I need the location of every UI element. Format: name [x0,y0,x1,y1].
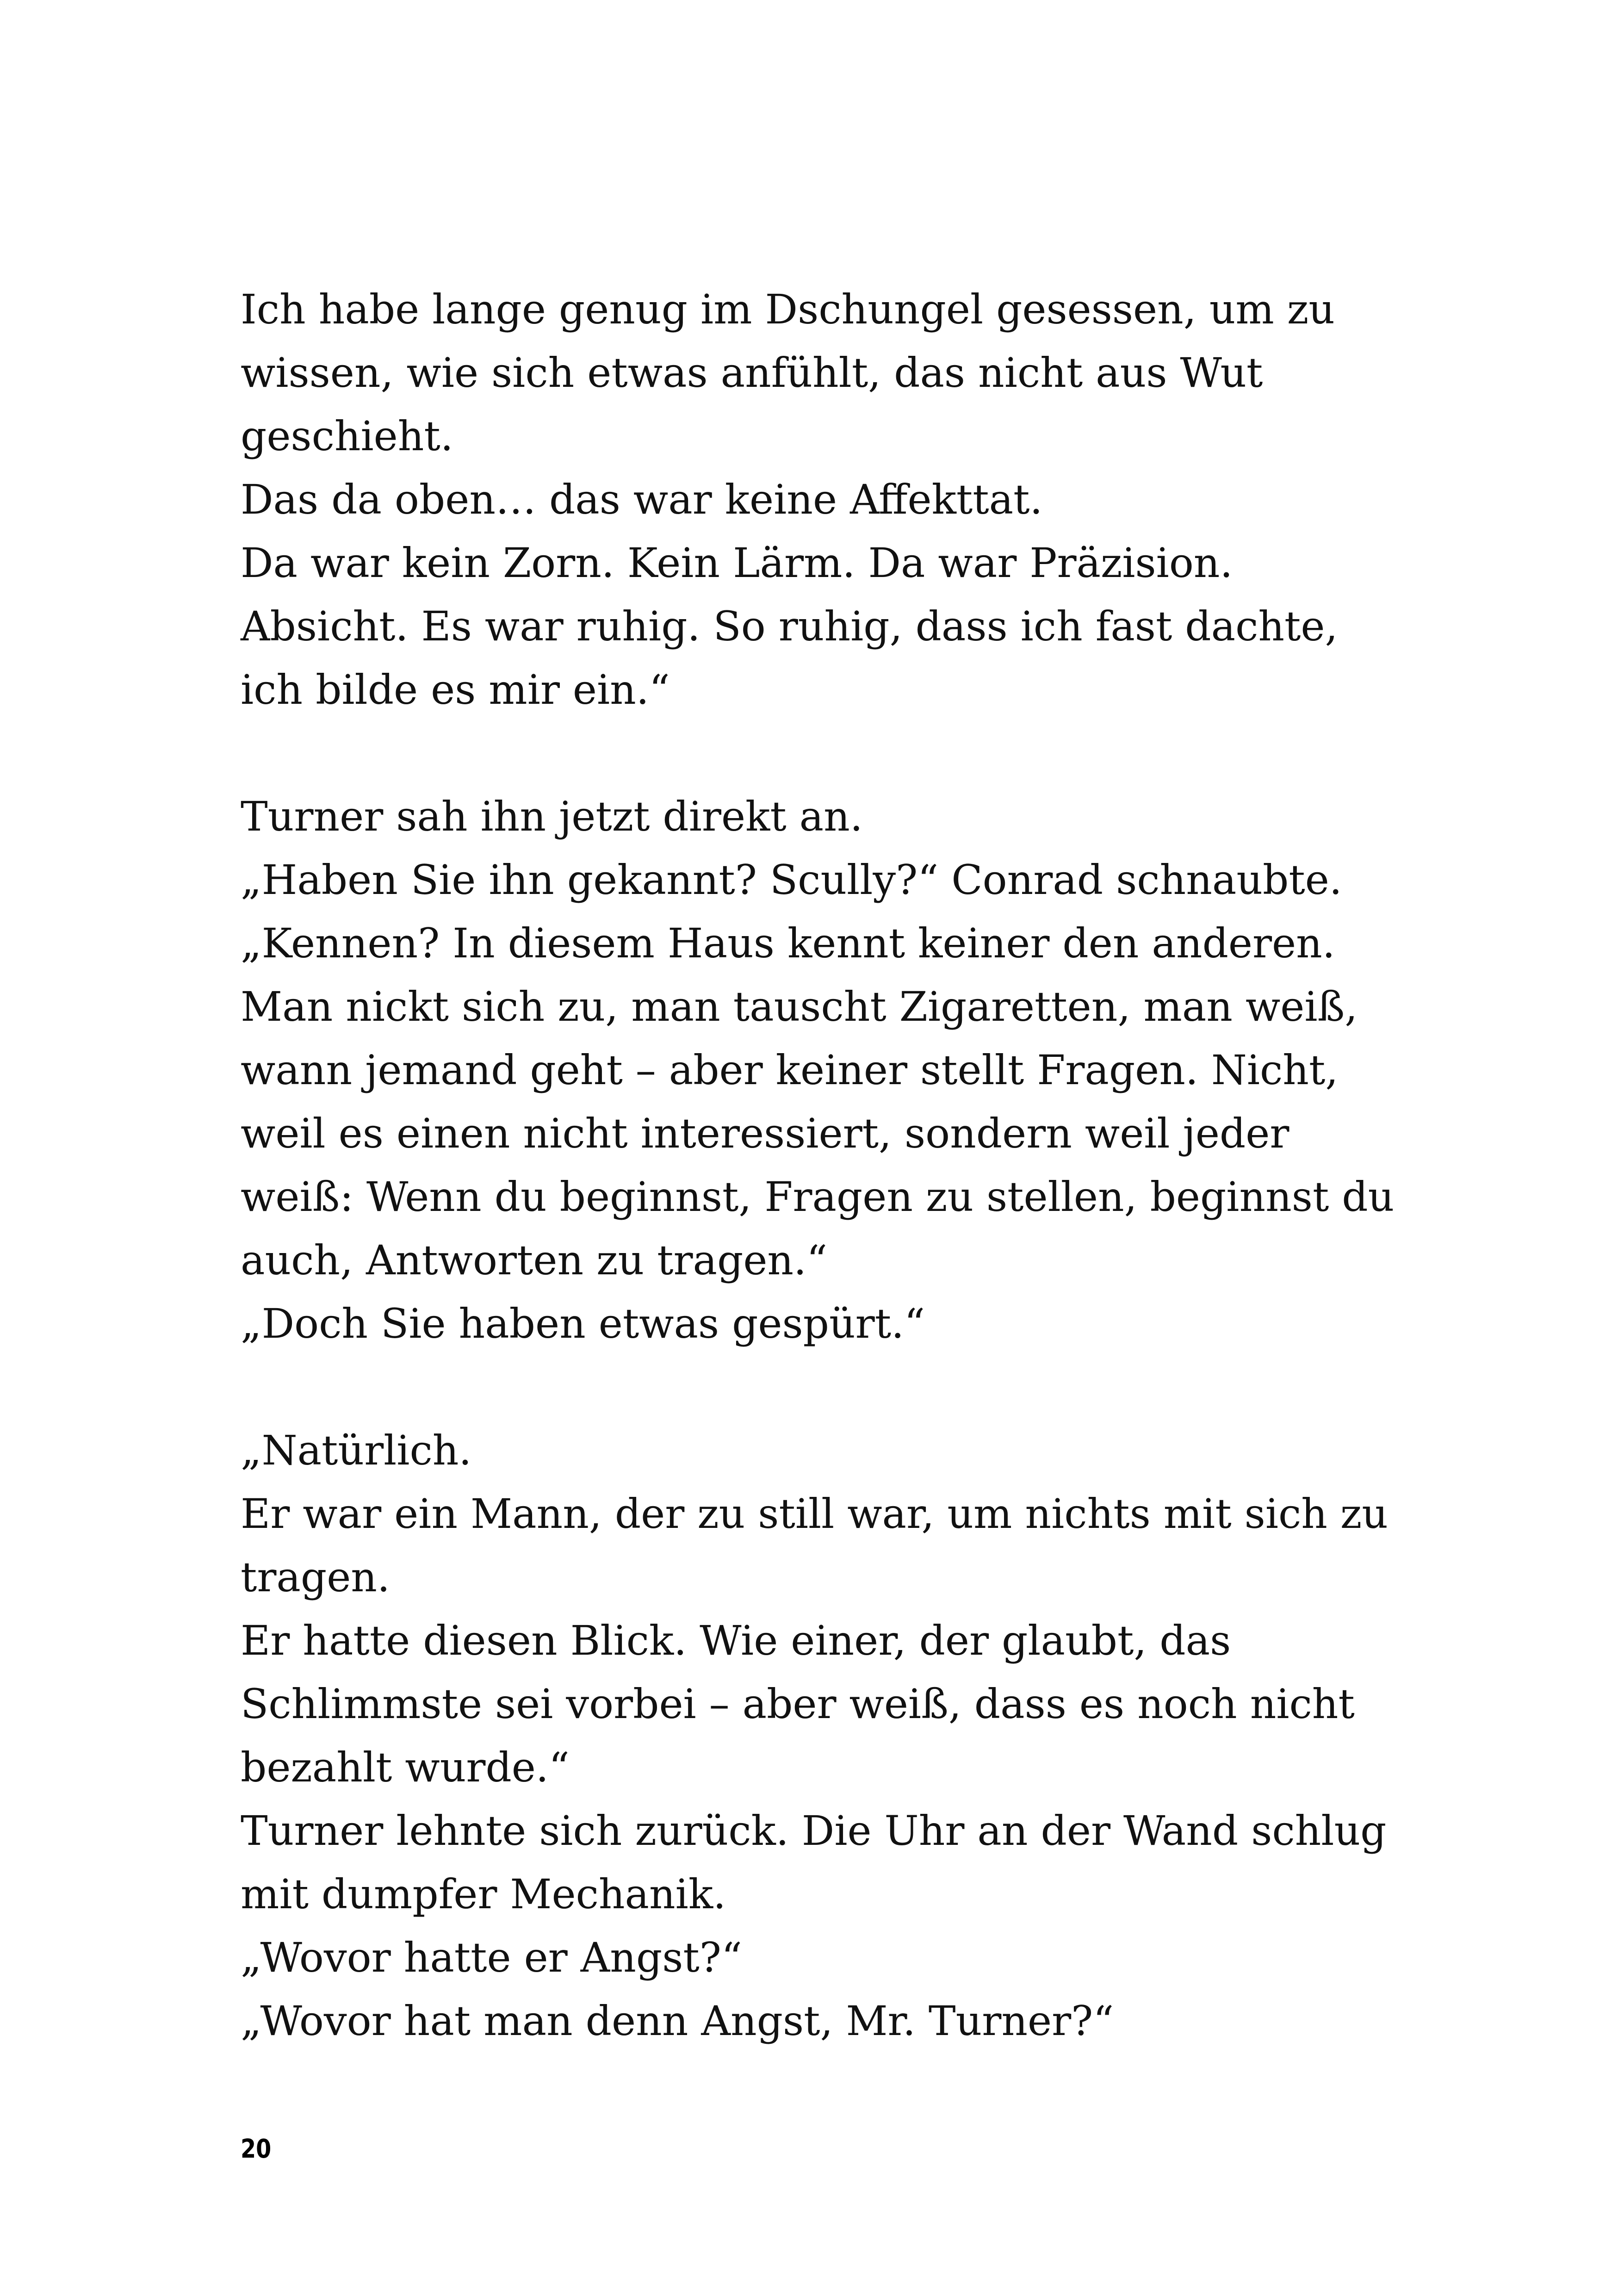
text-line: wann jemand geht – aber keiner stellt Fragen. Nicht, [241,1046,1339,1094]
text-line: Turner sah ihn jetzt direkt an. [241,793,863,840]
text-line: „Haben Sie ihn gekannt? Scully?“ Conrad schnaubte. [241,856,1342,904]
text-line: Er hatte diesen Blick. Wie einer, der glaubt, das [241,1617,1231,1664]
text-line: Absicht. Es war ruhig. So ruhig, dass ich fast dachte, [241,602,1338,650]
text-line: auch, Antworten zu tragen.“ [241,1236,828,1284]
text-line: tragen. [241,1553,390,1601]
text-line: bezahlt wurde.“ [241,1744,570,1791]
text-line: Turner lehnte sich zurück. Die Uhr an der Wand schlug [241,1807,1387,1855]
text-line: „Natürlich. [241,1427,472,1474]
text-line: weiß: Wenn du beginnst, Fragen zu stellen, beginnst du [241,1173,1395,1221]
text-line: wissen, wie sich etwas anfühlt, das nicht aus Wut [241,349,1263,397]
text-line: Ich habe lange genug im Dschungel gesessen, um zu [241,285,1335,333]
text-line: „Wovor hatte er Angst?“ [241,1934,742,1981]
paragraph-1 [241,278,1444,721]
text-line: „Wovor hat man denn Angst, Mr. Turner?“ [241,1997,1114,2045]
text-line: „Kennen? In diesem Haus kennt keiner den anderen. [241,919,1335,967]
text-line: Das da oben… das war keine Affekttat. [241,476,1043,523]
text-line: Man nickt sich zu, man tauscht Zigaretten, man weiß, [241,983,1358,1030]
text-line: Da war kein Zorn. Kein Lärm. Da war Präzision. [241,539,1233,587]
text-line: Er war ein Mann, der zu still war, um nichts mit sich zu [241,1490,1388,1538]
text-line: ich bilde es mir ein.“ [241,666,670,714]
text-line: weil es einen nicht interessiert, sondern weil jeder [241,1110,1289,1157]
body-text [241,278,1444,2053]
text-line: geschieht. [241,412,453,460]
text-line: mit dumpfer Mechanik. [241,1870,726,1918]
text-line: Schlimmste sei vorbei – aber weiß, dass es noch nicht [241,1680,1355,1728]
text-line: „Doch Sie haben etwas gespürt.“ [241,1300,925,1347]
paragraph-2 [241,785,1444,1355]
paragraph-3 [241,1419,1444,2053]
page-number: 20 [241,2134,272,2164]
